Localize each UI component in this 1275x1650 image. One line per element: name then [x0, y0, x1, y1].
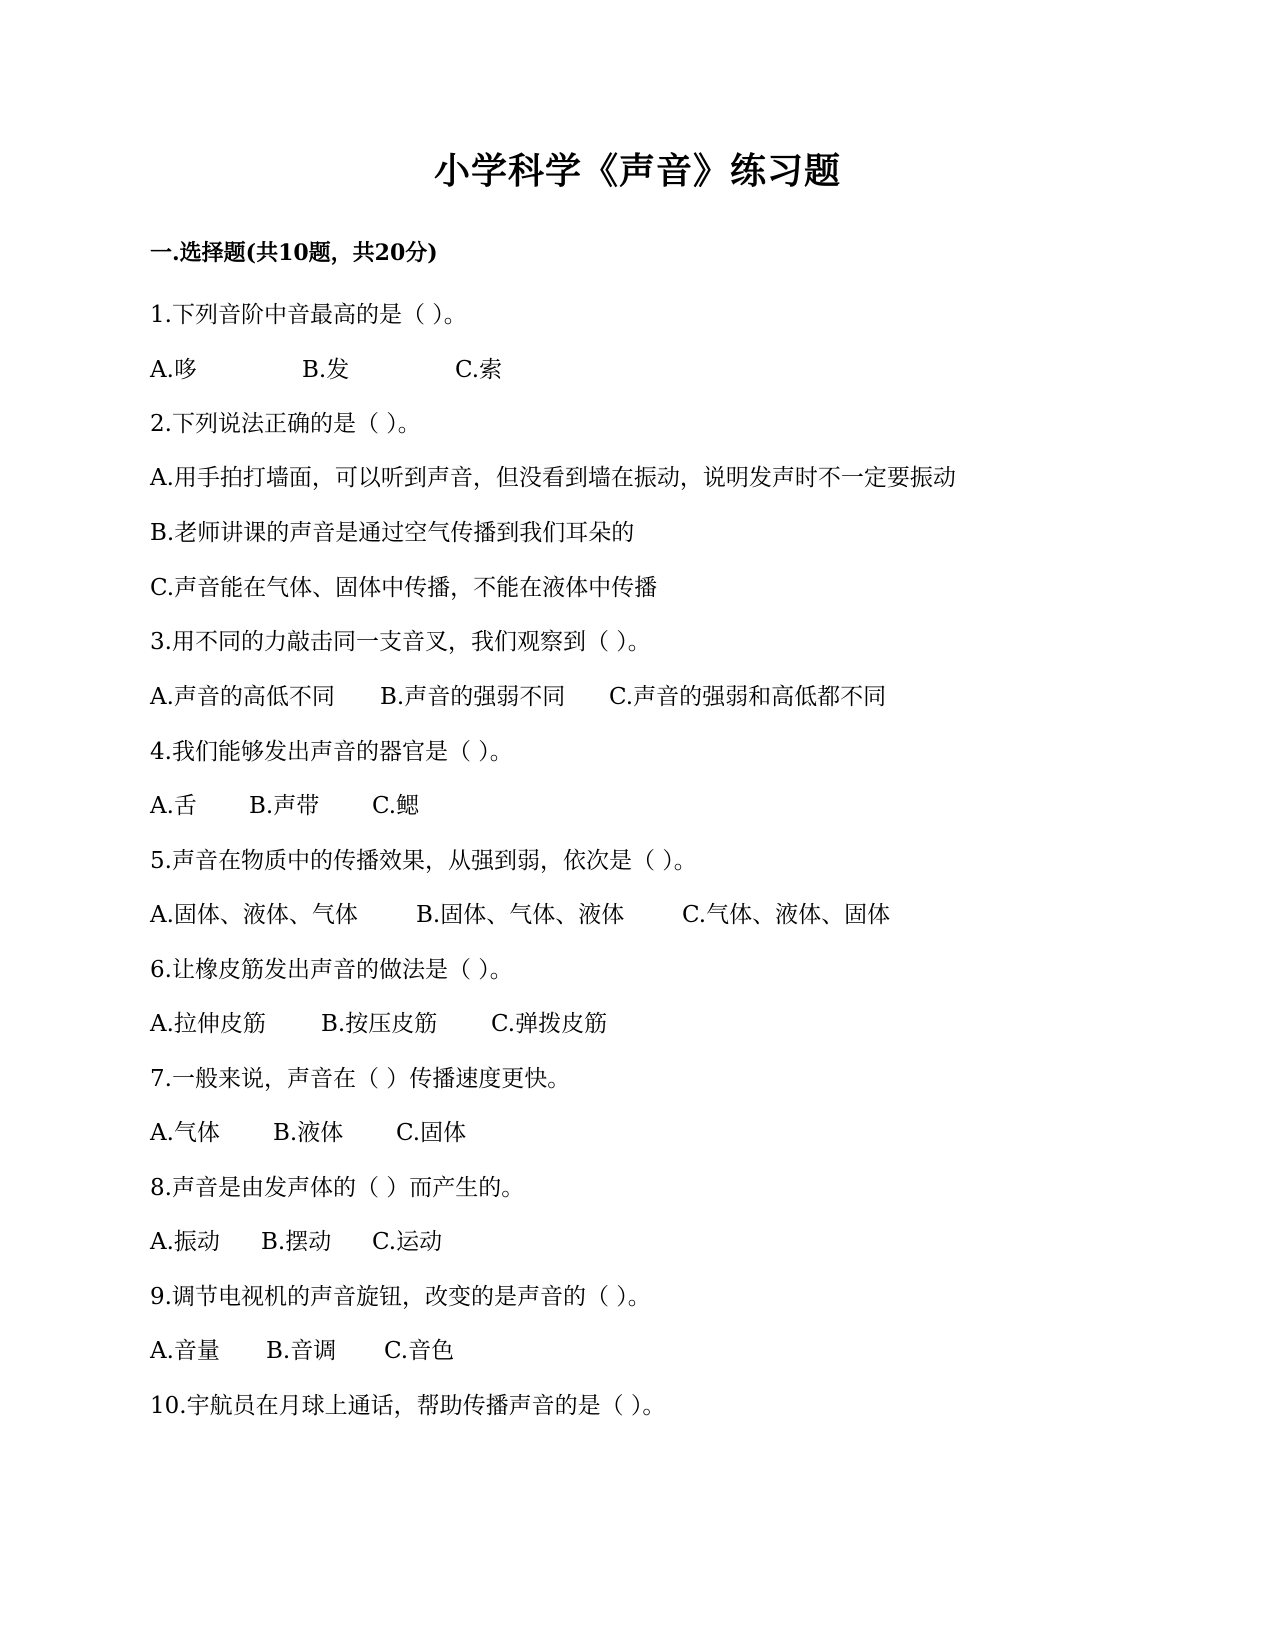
- option-b: B.声音的强弱不同: [380, 684, 566, 710]
- option-b: B.摆动: [261, 1229, 332, 1255]
- option-b: B.发: [302, 357, 350, 383]
- option-a: A.拉伸皮筋: [150, 1011, 266, 1037]
- option-c: C.固体: [396, 1120, 467, 1146]
- question-7-stem: 7.一般来说，声音在（ ）传播速度更快。: [150, 1066, 571, 1092]
- question-6-stem: 6.让橡皮筋发出声音的做法是（ ）。: [150, 957, 513, 983]
- question-2-option-a: A.用手拍打墙面，可以听到声音，但没看到墙在振动，说明发声时不一定要振动: [150, 465, 956, 491]
- section-heading: 一.选择题(共10题，共20分): [150, 240, 438, 266]
- question-2-stem: 2.下列说法正确的是（ ）。: [150, 411, 421, 437]
- question-4-options: [150, 789, 1150, 823]
- question-3-stem: 3.用不同的力敲击同一支音叉，我们观察到（ ）。: [150, 629, 651, 655]
- option-a: A.固体、液体、气体: [150, 902, 358, 928]
- option-a: A.声音的高低不同: [150, 684, 335, 710]
- option-b: B.液体: [273, 1120, 344, 1146]
- question-2-option-b: B.老师讲课的声音是通过空气传播到我们耳朵的: [150, 520, 635, 546]
- option-b: B.音调: [266, 1338, 337, 1364]
- page-title: 小学科学《声音》练习题: [433, 150, 841, 192]
- question-4-stem: 4.我们能够发出声音的器官是（ ）。: [150, 739, 513, 765]
- option-a: A.哆: [150, 357, 197, 383]
- option-b: B.固体、气体、液体: [416, 902, 625, 928]
- question-1-stem: 1.下列音阶中音最高的是（ ）。: [150, 302, 467, 328]
- question-10-stem: 10.宇航员在月球上通话，帮助传播声音的是（ ）。: [150, 1393, 666, 1419]
- option-c: C.弹拨皮筋: [491, 1011, 608, 1037]
- question-5-options: [150, 898, 1150, 932]
- option-c: C.鳃: [372, 793, 420, 819]
- question-8-options: [150, 1225, 1150, 1259]
- option-c: C.运动: [372, 1229, 443, 1255]
- option-c: C.索: [455, 357, 503, 383]
- question-9-options: [150, 1334, 1150, 1368]
- question-8-stem: 8.声音是由发声体的（ ）而产生的。: [150, 1175, 525, 1201]
- option-b: B.按压皮筋: [321, 1011, 438, 1037]
- option-a: A.气体: [150, 1120, 220, 1146]
- option-a: A.振动: [150, 1229, 220, 1255]
- option-c: C.音色: [384, 1338, 455, 1364]
- option-c: C.声音的强弱和高低都不同: [609, 684, 887, 710]
- question-2-option-c: C.声音能在气体、固体中传播，不能在液体中传播: [150, 575, 658, 601]
- question-5-stem: 5.声音在物质中的传播效果，从强到弱，依次是（ ）。: [150, 848, 697, 874]
- question-1-options: [150, 353, 1150, 387]
- question-3-options: [150, 680, 1150, 714]
- option-a: A.音量: [150, 1338, 220, 1364]
- question-7-options: [150, 1116, 1150, 1150]
- option-b: B.声带: [249, 793, 320, 819]
- option-a: A.舌: [150, 793, 197, 819]
- option-c: C.气体、液体、固体: [682, 902, 891, 928]
- question-9-stem: 9.调节电视机的声音旋钮，改变的是声音的（ ）。: [150, 1284, 651, 1310]
- question-6-options: [150, 1007, 1150, 1041]
